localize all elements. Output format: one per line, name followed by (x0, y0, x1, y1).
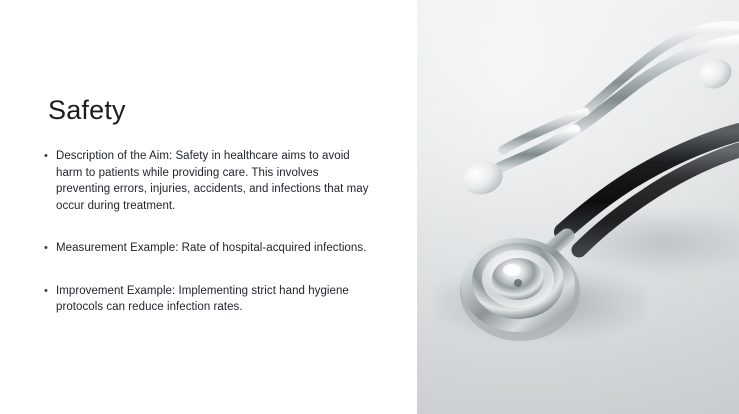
list-item-text: Measurement Example: Rate of hospital-acquired infections. (56, 242, 367, 254)
bullet-icon: • (44, 150, 48, 162)
list-item (44, 148, 374, 214)
page-title: Safety (48, 95, 126, 126)
list-item (44, 283, 374, 316)
bullet-icon: • (44, 284, 48, 297)
stethoscope-icon (417, 0, 739, 414)
slide-image-pane (417, 0, 739, 414)
list-item-text: Description of the Aim: Safety in healthcare aims to avoid harm to patients while providing care. This involves preventing errors, injuries, accidents, and infections that may occur during treatment. (56, 150, 369, 212)
list-item-text: Improvement Example: Implementing strict hand hygiene protocols can reduce infection rates. (56, 284, 349, 313)
bullet-icon: • (44, 242, 48, 254)
bullet-list (44, 148, 374, 342)
list-item (44, 240, 374, 257)
